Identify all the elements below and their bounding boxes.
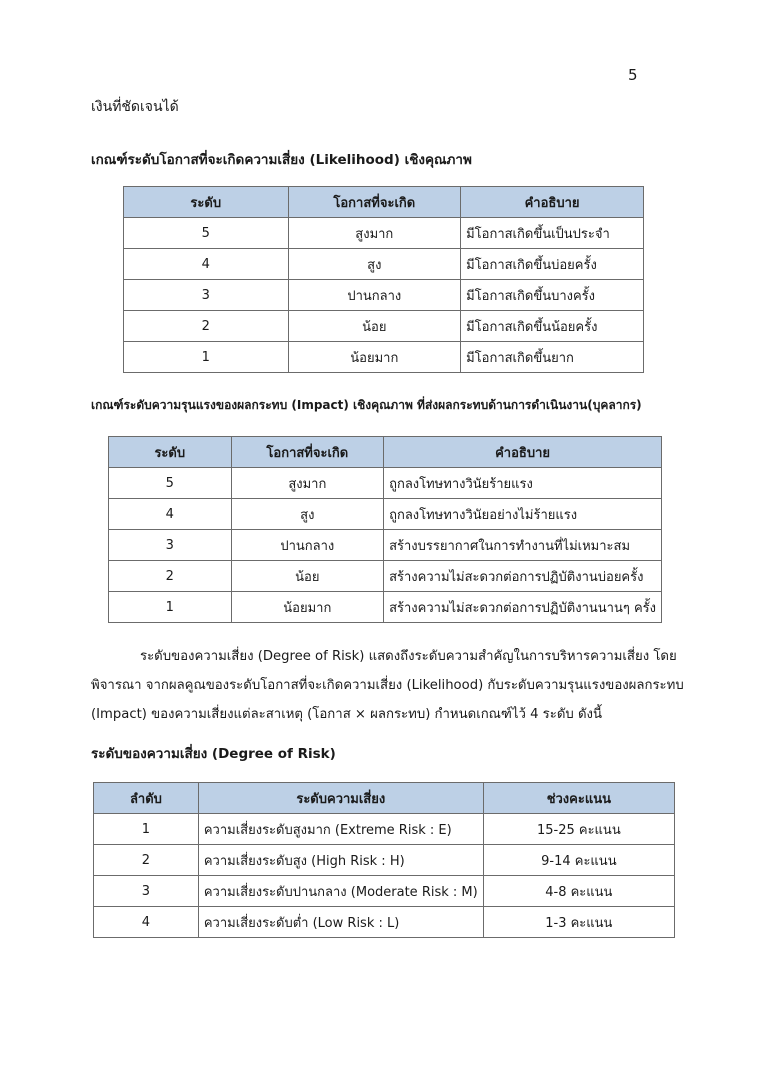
likelihood-cell: สูงมาก (231, 468, 384, 499)
table-row (124, 311, 644, 342)
order-cell: 4 (94, 907, 199, 938)
level-cell: 1 (109, 592, 232, 623)
level-cell: 4 (124, 249, 289, 280)
level-cell: 5 (109, 468, 232, 499)
intro-line: เงินที่ชัดเจนได้ (91, 99, 179, 115)
degree-table (93, 782, 675, 938)
table-row (124, 342, 644, 373)
score-range-cell: 9-14 คะแนน (483, 845, 674, 876)
impact-table (108, 436, 662, 623)
likelihood-heading: เกณฑ์ระดับโอกาสที่จะเกิดความเสี่ยง (Likelihood) เชิงคุณภาพ (91, 152, 472, 168)
risk-level-cell: ความเสี่ยงระดับปานกลาง (Moderate Risk : M) (198, 876, 483, 907)
table-row (124, 280, 644, 311)
score-range-cell: 1-3 คะแนน (483, 907, 674, 938)
column-header-risk-level: ระดับความเสี่ยง (198, 783, 483, 814)
likelihood-cell: น้อย (288, 311, 461, 342)
level-cell: 3 (124, 280, 289, 311)
likelihood-cell: สูงมาก (288, 218, 461, 249)
degree-of-risk-paragraph (91, 642, 684, 729)
description-cell: มีโอกาสเกิดขึ้นบ่อยครั้ง (461, 249, 644, 280)
likelihood-cell: สูง (231, 499, 384, 530)
table-row (109, 561, 662, 592)
table-row (124, 218, 644, 249)
description-cell: ถูกลงโทษทางวินัยร้ายแรง (384, 468, 662, 499)
level-cell: 2 (109, 561, 232, 592)
description-cell: มีโอกาสเกิดขึ้นเป็นประจำ (461, 218, 644, 249)
column-header-level: ระดับ (109, 437, 232, 468)
impact-heading: เกณฑ์ระดับความรุนแรงของผลกระทบ (Impact) เชิงคุณภาพ ที่ส่งผลกระทบด้านการดำเนินงาน(บุคลากร) (91, 398, 642, 412)
description-cell: มีโอกาสเกิดขึ้นบางครั้ง (461, 280, 644, 311)
table-row (94, 814, 675, 845)
order-cell: 3 (94, 876, 199, 907)
likelihood-cell: สูง (288, 249, 461, 280)
table-row (109, 530, 662, 561)
table-row (94, 845, 675, 876)
table-row (124, 249, 644, 280)
column-header-likelihood: โอกาสที่จะเกิด (231, 437, 384, 468)
page-number: 5 (628, 66, 638, 84)
likelihood-cell: น้อยมาก (231, 592, 384, 623)
table-row (94, 876, 675, 907)
column-header-description: คำอธิบาย (461, 187, 644, 218)
order-cell: 2 (94, 845, 199, 876)
level-cell: 5 (124, 218, 289, 249)
risk-level-cell: ความเสี่ยงระดับต่ำ (Low Risk : L) (198, 907, 483, 938)
likelihood-cell: น้อยมาก (288, 342, 461, 373)
description-cell: มีโอกาสเกิดขึ้นน้อยครั้ง (461, 311, 644, 342)
column-header-order: ลำดับ (94, 783, 199, 814)
description-cell: มีโอกาสเกิดขึ้นยาก (461, 342, 644, 373)
degree-heading: ระดับของความเสี่ยง (Degree of Risk) (91, 746, 336, 762)
score-range-cell: 15-25 คะแนน (483, 814, 674, 845)
likelihood-cell: น้อย (231, 561, 384, 592)
description-cell: ถูกลงโทษทางวินัยอย่างไม่ร้ายแรง (384, 499, 662, 530)
likelihood-table (123, 186, 644, 373)
description-cell: สร้างความไม่สะดวกต่อการปฏิบัติงานบ่อยครั้ง (384, 561, 662, 592)
column-header-likelihood: โอกาสที่จะเกิด (288, 187, 461, 218)
table-row (109, 468, 662, 499)
score-range-cell: 4-8 คะแนน (483, 876, 674, 907)
order-cell: 1 (94, 814, 199, 845)
table-row (94, 907, 675, 938)
risk-level-cell: ความเสี่ยงระดับสูง (High Risk : H) (198, 845, 483, 876)
table-header-row (124, 187, 644, 218)
level-cell: 2 (124, 311, 289, 342)
paragraph-line: ระดับของความเสี่ยง (Degree of Risk) แสดงถึงระดับความสำคัญในการบริหารความเสี่ยง โดย (140, 649, 677, 664)
table-row (109, 499, 662, 530)
level-cell: 4 (109, 499, 232, 530)
table-header-row (109, 437, 662, 468)
likelihood-cell: ปานกลาง (288, 280, 461, 311)
risk-level-cell: ความเสี่ยงระดับสูงมาก (Extreme Risk : E) (198, 814, 483, 845)
description-cell: สร้างบรรยากาศในการทำงานที่ไม่เหมาะสม (384, 530, 662, 561)
level-cell: 3 (109, 530, 232, 561)
description-cell: สร้างความไม่สะดวกต่อการปฏิบัติงานนานๆ ครั้ง (384, 592, 662, 623)
column-header-score-range: ช่วงคะแนน (483, 783, 674, 814)
likelihood-cell: ปานกลาง (231, 530, 384, 561)
column-header-description: คำอธิบาย (384, 437, 662, 468)
level-cell: 1 (124, 342, 289, 373)
paragraph-line: พิจารณา จากผลคูณของระดับโอกาสที่จะเกิดความเสี่ยง (Likelihood) กับระดับความรุนแรงของผลกระทบ (91, 678, 684, 693)
column-header-level: ระดับ (124, 187, 289, 218)
table-row (109, 592, 662, 623)
table-header-row (94, 783, 675, 814)
paragraph-line: (Impact) ของความเสี่ยงแต่ละสาเหตุ (โอกาส × ผลกระทบ) กำหนดเกณฑ์ไว้ 4 ระดับ ดังนี้ (91, 707, 602, 722)
